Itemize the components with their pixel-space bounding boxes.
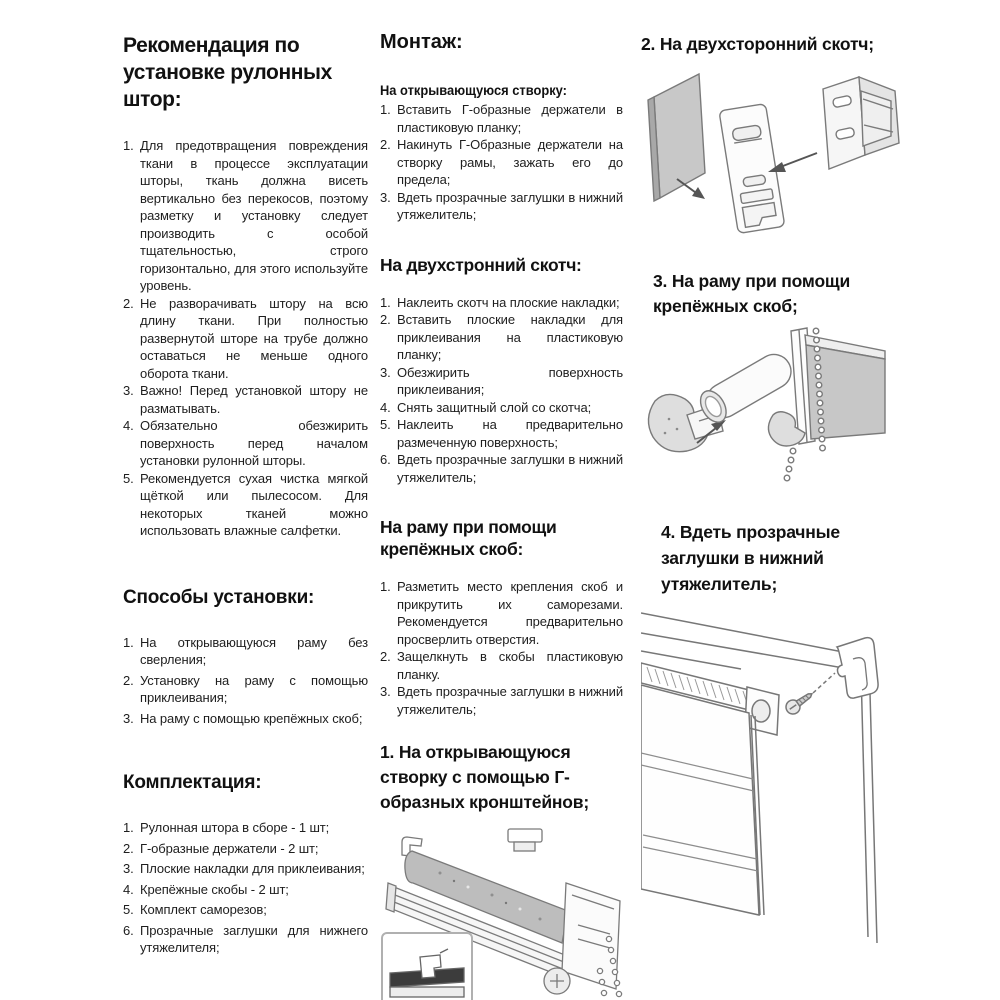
item-text: Снять защитный слой со скотча; — [397, 399, 592, 415]
item-text: Вставить Г-образные держатели в пластиковую планку; — [397, 102, 623, 135]
list-item — [380, 189, 623, 224]
bracket-mounting-illustration — [641, 321, 906, 503]
section-tape — [380, 254, 623, 487]
item-number: 3. — [380, 684, 391, 699]
item-number: 2. — [123, 672, 134, 688]
list-item — [380, 399, 623, 417]
item-number: 2. — [123, 840, 134, 856]
item-number: 5. — [380, 417, 391, 432]
item-number: 4. — [123, 418, 134, 433]
item-number: 2. — [123, 295, 134, 311]
screw-icon — [783, 688, 816, 717]
item-number: 1. — [123, 138, 134, 153]
package-list — [123, 819, 368, 957]
item-text: Вдеть прозрачные заглушки в нижний утяжелитель; — [397, 452, 623, 485]
item-number: 3. — [123, 383, 134, 398]
mounted-blind-icon — [768, 328, 885, 481]
window-frame-illustration — [641, 603, 943, 975]
item-text: Не разворачивать штору на всю длину ткани. При полностью развернутой шторе на трубе должно оставаться не меньше одного оборота ткани. — [140, 295, 368, 381]
item-number: 2. — [380, 137, 391, 152]
item-text: Вдеть прозрачные заглушки в нижний утяжелитель; — [397, 189, 623, 222]
item-text: Прозрачные заглушки для нижнего утяжелителя; — [140, 922, 368, 955]
item-number: 6. — [123, 922, 134, 938]
item-number: 1. — [380, 294, 391, 310]
tape-mounting-illustration — [641, 67, 906, 255]
list-item — [380, 578, 623, 648]
item-text: Защелкнуть в скобы пластиковую планку. — [397, 649, 623, 682]
section-brackets — [380, 516, 623, 718]
item-text: Важно! Перед установкой штору не разматывать. — [140, 383, 368, 416]
item-text: Накинуть Г-Образные держатели на створку рамы, зажать его до предела; — [397, 137, 623, 187]
item-number: 1. — [123, 634, 134, 650]
methods-title: Способы установки: — [123, 586, 315, 608]
list-item — [123, 860, 368, 878]
section-tape-list — [380, 294, 623, 487]
list-item — [123, 634, 368, 669]
item-number: 3. — [380, 364, 391, 380]
item-number: 6. — [380, 452, 391, 467]
list-item — [123, 710, 368, 728]
section-sash-list — [380, 101, 623, 224]
roller-blind-icon — [641, 663, 779, 915]
item-text: Крепёжные скобы - 2 шт; — [140, 881, 289, 897]
item-text: Вдеть прозрачные заглушки в нижний утяжелитель; — [397, 684, 623, 717]
item-number: 5. — [123, 902, 134, 917]
left-column — [123, 32, 368, 957]
list-item — [380, 364, 623, 399]
item-text: На раму с помощью крепёжных скоб; — [140, 710, 363, 726]
item-number: 2. — [380, 649, 391, 664]
item-number: 4. — [380, 399, 391, 415]
page-title: Рекомендация по установке рулонных штор: — [123, 34, 332, 111]
list-item — [380, 294, 623, 312]
list-item — [380, 136, 623, 189]
section-sash-subtitle: На открывающуюся створку: — [380, 82, 567, 98]
item-number: 1. — [123, 820, 134, 835]
figure3-caption: 3. На раму при помощи крепёжных скоб; — [653, 271, 851, 316]
clip-top-icon — [508, 829, 542, 851]
list-item — [123, 840, 368, 858]
list-item — [123, 295, 368, 383]
list-item — [380, 683, 623, 718]
list-item — [380, 451, 623, 486]
item-text: Комплект саморезов; — [140, 902, 267, 917]
item-number: 1. — [380, 579, 391, 594]
inset-detail — [382, 933, 472, 1000]
list-item — [123, 672, 368, 707]
section-brackets-list — [380, 578, 623, 718]
item-text: Рекомендуется сухая чистка мягкой щёткой или пылесосом. Для некоторых тканей можно использовать влажные салфетки. — [140, 470, 368, 538]
figure2-caption: 2. На двухсторонний скотч; — [641, 34, 874, 54]
mounting-hook-icon — [837, 638, 878, 698]
list-item — [380, 101, 623, 136]
right-column — [641, 30, 943, 975]
item-number: 3. — [380, 189, 391, 205]
item-number: 5. — [123, 470, 134, 486]
package-title: Комплектация: — [123, 772, 262, 793]
list-item — [123, 922, 368, 957]
list-item — [123, 901, 368, 919]
figure4-caption: 4. Вдеть прозрачные заглушки в нижний утяжелитель; — [661, 522, 840, 594]
item-text: Наклеить скотч на плоские накладки; — [397, 294, 620, 310]
list-item — [380, 648, 623, 683]
recommendations-list — [123, 137, 368, 540]
item-text: Для предотвращения повреждения ткани в процессе эксплуатации шторы, ткань должна висеть вертикально без перекосов, поэтому разметку и установку следует производить с особой тщательностью, строго горизонтально, для этого используйте уровень. — [140, 138, 368, 293]
list-item — [123, 417, 368, 470]
item-text: Плоские накладки для приклеивания; — [140, 861, 365, 876]
list-item — [123, 819, 368, 837]
item-text: Г-образные держатели - 2 шт; — [140, 840, 319, 856]
section-sash — [380, 82, 623, 224]
list-item — [123, 470, 368, 540]
item-number: 3. — [123, 861, 134, 876]
item-text: Обезжирить поверхность приклеивания; — [397, 364, 623, 397]
list-item — [123, 137, 368, 295]
section-tape-subtitle: На двухстронний скотч: — [380, 254, 582, 275]
item-number: 1. — [380, 102, 391, 117]
methods-list — [123, 634, 368, 728]
montage-title: Монтаж: — [380, 31, 463, 53]
middle-column — [380, 30, 623, 1000]
item-number: 2. — [380, 312, 391, 327]
guide-line — [813, 673, 835, 693]
item-number: 4. — [123, 881, 134, 897]
corner-bracket-icon — [823, 77, 899, 169]
item-text: Установку на раму с помощью приклеивания; — [140, 672, 368, 705]
figure1-caption: 1. На открывающуюся створку с помощью Г-образных кронштейнов; — [380, 742, 589, 812]
roller-assembly-illustration — [380, 821, 632, 1000]
arrow-small-icon — [677, 179, 705, 199]
list-item — [380, 416, 623, 451]
item-text: Разметить место крепления скоб и прикрутить их саморезами. Рекомендуется предварительно просверлить отверстия. — [397, 579, 623, 647]
tape-sheet-icon — [648, 74, 705, 201]
list-item — [123, 881, 368, 899]
item-text: Наклеить на предварительно размеченную поверхность; — [397, 417, 623, 450]
item-text: Обязательно обезжирить поверхность перед началом установки рулонной шторы. — [140, 418, 368, 468]
item-text: На открывающуюся раму без сверления; — [140, 634, 368, 667]
item-number: 3. — [123, 710, 134, 726]
item-text: Вставить плоские накладки для приклеивания на пластиковую планку; — [397, 312, 623, 362]
section-brackets-subtitle: На раму при помощи крепёжных скоб: — [380, 517, 557, 559]
item-text: Рулонная штора в сборе - 1 шт; — [140, 820, 330, 835]
list-item — [123, 382, 368, 417]
list-item — [380, 311, 623, 364]
